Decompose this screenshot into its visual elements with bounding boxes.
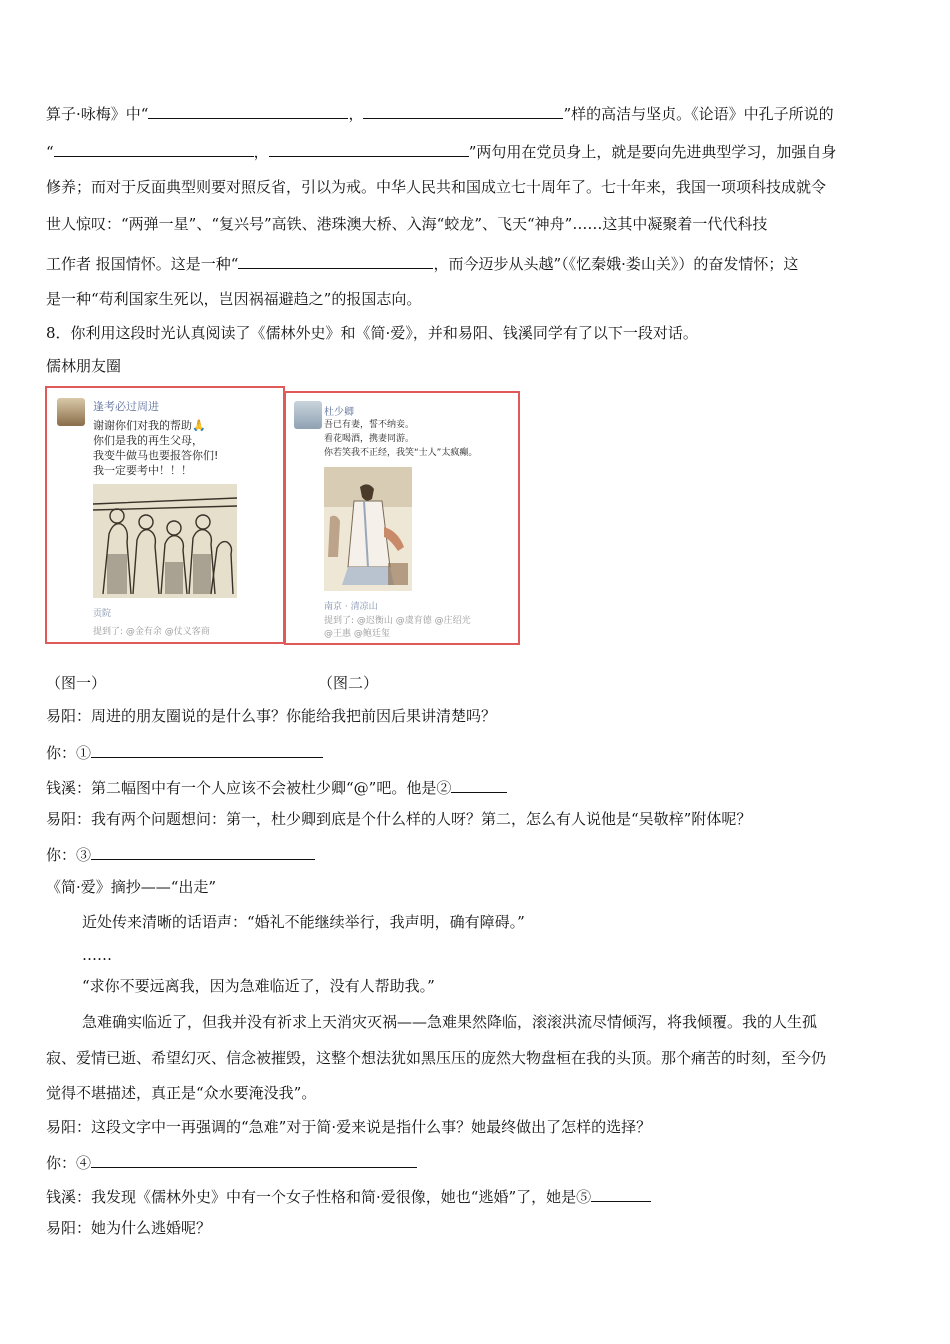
text-line <box>46 140 908 162</box>
dialogue-line <box>46 741 908 763</box>
answer-blank[interactable] <box>54 140 254 157</box>
excerpt-line: …… <box>82 946 112 964</box>
answer-blank-3[interactable] <box>91 843 315 860</box>
post-location: 南京 · 清凉山 <box>324 602 378 612</box>
text-segment: ”样的高洁与坚贞。《论语》中孔子所说的 <box>563 105 834 123</box>
excerpt-line: 近处传来清晰的话语声：“婚礼不能继续举行，我声明，确有障碍。” <box>82 913 525 931</box>
text-segment: 算子·咏梅》中“ <box>46 105 149 123</box>
excerpt-line: “求你不要远离我，因为急难临近了，没有人帮助我。” <box>82 977 435 995</box>
text-segment: “ <box>46 143 54 161</box>
excerpt-line: 觉得不堪描述，真正是“众水要淹没我”。 <box>46 1084 317 1102</box>
excerpt-line: 寂、爱情已逝、希望幻灭、信念被摧毁，这整个想法犹如黑压压的庞然大物盘桓在我的头顶。那个痛苦的时刻，至今仍 <box>46 1049 827 1067</box>
text-segment: 你：① <box>46 744 92 762</box>
answer-blank-2[interactable] <box>451 776 507 793</box>
post-location: 贡院 <box>93 609 112 619</box>
text-segment: 钱溪：我发现《儒林外史》中有一个女子性格和简·爱很像，她也“逃婚”了，她是⑤ <box>46 1188 592 1206</box>
section-title-moments: 儒林朋友圈 <box>46 357 122 375</box>
post-mentions: 提到了: @迟衡山 @虞育德 @庄绍光 <box>324 616 471 626</box>
question-8-intro: 8．你利用这段时光认真阅读了《儒林外史》和《简·爱》，并和易阳、钱溪同学有了以下一段对话。 <box>46 324 698 342</box>
excerpt-line: 急难确实临近了，但我并没有祈求上天消灾灭祸——急难果然降临，滚滚洪流尽情倾泻，将我倾覆。我的人生孤 <box>82 1013 818 1031</box>
text-segment: 工作者 报国情怀。这是一种“ <box>46 255 239 273</box>
post-mentions: @王惠 @鲍廷玺 <box>324 629 390 639</box>
text-segment: 你：④ <box>46 1154 92 1172</box>
avatar <box>294 401 322 429</box>
post-photo-illustration <box>93 484 237 598</box>
figure-caption-1: （图一） <box>46 674 107 692</box>
answer-blank-4[interactable] <box>91 1151 417 1168</box>
text-segment: 钱溪：第二幅图中有一个人应该不会被杜少卿“@”吧。他是② <box>46 779 452 797</box>
dialogue-line: 易阳：这段文字中一再强调的“急难”对于简·爱来说是指什么事？她最终做出了怎样的选择？ <box>46 1118 652 1136</box>
dialogue-line <box>46 1151 908 1173</box>
text-segment: ，而今迈步从头越”（《忆秦娥·娄山关》）的奋发情怀；这 <box>433 255 799 273</box>
dialogue-line <box>46 1185 908 1207</box>
text-segment: ， <box>253 143 269 161</box>
section-title-jane-eyre: 《简·爱》摘抄——“出走” <box>46 878 217 896</box>
post-photo-illustration <box>324 467 412 591</box>
post-text-line: 谢谢你们对我的帮助🙏 <box>93 419 206 432</box>
post-text-line: 我一定要考中！！！ <box>93 464 192 477</box>
text-line <box>46 102 908 124</box>
moments-post-dushaoqing <box>284 391 520 645</box>
text-line <box>46 252 908 274</box>
figure-caption-2: （图二） <box>318 674 379 692</box>
text-line: 修养；而对于反面典型则要对照反省，引以为戒。中华人民共和国成立七十周年了。七十年来，我国一项项科技成就令 <box>46 178 827 196</box>
dialogue-line: 易阳：我有两个问题想问：第一，杜少卿到底是个什么样的人呀？第二，怎么有人说他是“吴敬梓”附体呢？ <box>46 810 752 828</box>
text-segment: ”两句用在党员身上，就是要向先进典型学习，加强自身 <box>468 143 837 161</box>
post-mentions: 提到了: @金有余 @仗义客商 <box>93 627 210 637</box>
dialogue-line: 易阳：她为什么逃婚呢？ <box>46 1219 212 1237</box>
answer-blank[interactable] <box>269 140 469 157</box>
post-text-line: 我变牛做马也要报答你们! <box>93 449 219 462</box>
answer-blank[interactable] <box>148 102 348 119</box>
post-text-line: 你若笑我不正经，我笑“士人”太疯癫。 <box>324 448 478 458</box>
dialogue-line <box>46 776 908 798</box>
answer-blank-5[interactable] <box>591 1185 651 1202</box>
post-username: 杜少卿 <box>324 407 354 418</box>
text-segment: 你：③ <box>46 846 92 864</box>
post-text-line: 你们是我的再生父母， <box>93 434 203 447</box>
text-line: 世人惊叹：“两弹一星”、“复兴号”高铁、港珠澳大桥、入海“蛟龙”、飞天“神舟”……这其中凝聚着一代代科技 <box>46 215 768 233</box>
avatar <box>57 398 85 426</box>
answer-blank-1[interactable] <box>91 741 323 758</box>
moments-post-zhoujin <box>45 386 285 644</box>
text-line: 是一种“苟利国家生死以，岂因祸福避趋之”的报国志向。 <box>46 290 422 308</box>
dialogue-line <box>46 843 908 865</box>
post-text-line: 看花喝酒，携妻同游。 <box>324 434 415 444</box>
post-text-line: 吾已有妻，誓不纳妾。 <box>324 420 415 430</box>
post-username: 逢考必过周进 <box>93 400 159 413</box>
answer-blank[interactable] <box>238 252 433 269</box>
text-segment: ， <box>348 105 364 123</box>
answer-blank[interactable] <box>363 102 563 119</box>
dialogue-line: 易阳：周进的朋友圈说的是什么事？你能给我把前因后果讲清楚吗？ <box>46 707 497 725</box>
